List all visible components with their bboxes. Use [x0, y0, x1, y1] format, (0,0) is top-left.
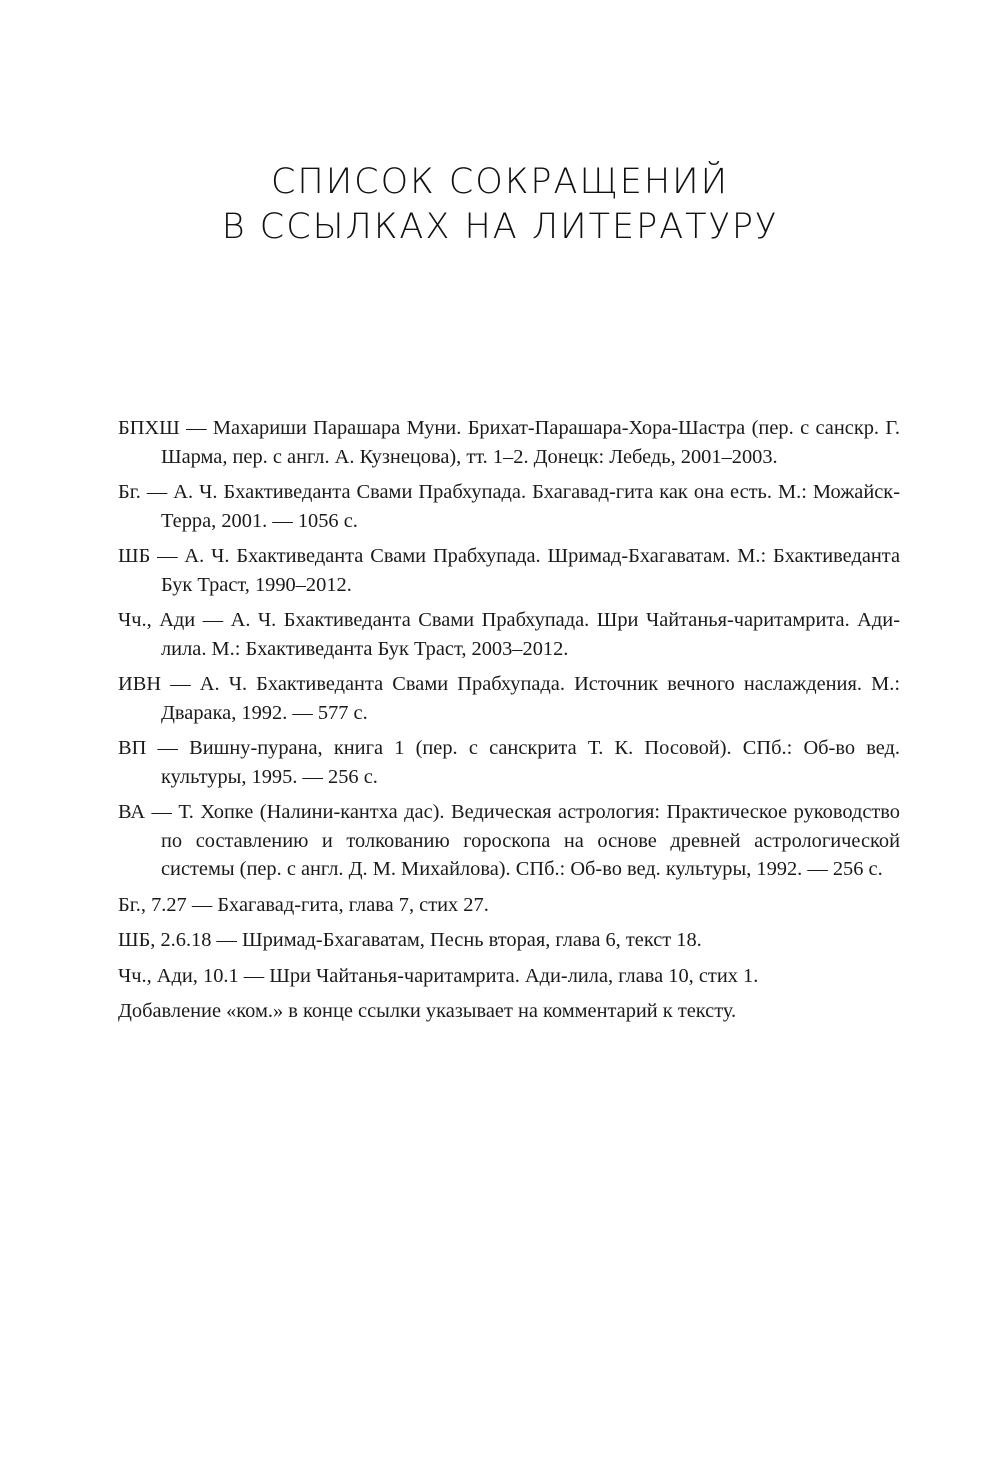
page-title-line-2: В ССЫЛКАХ НА ЛИТЕРАТУРУ: [221, 207, 779, 247]
page-title-line-1: СПИСОК СОКРАЩЕНИЙ: [270, 162, 730, 202]
abbreviation-entry-vp: ВП — Вишну-пурана, книга 1 (пер. с санскрита Т. К. Посовой). СПб.: Об-во вед. культуры, 1995. — 256 с.: [118, 737, 900, 788]
abbreviation-entry-bphsh: БПХШ — Махариши Парашара Муни. Брихат-Парашара-Хора-Шастра (пер. с санскр. Г. Шарма, пер. с англ. А. Кузнецова), тт. 1–2. Донецк: Лебедь, 2001–2003.: [118, 417, 900, 468]
example-entry-bg-verse: Бг., 7.27 — Бхагавад-гита, глава 7, стих 27.: [118, 893, 489, 916]
abbreviation-entry-bg: Бг. — А. Ч. Бхактиведанта Свами Прабхупада. Бхагавад-гита как она есть. М.: Можайск-Терра, 2001. — 1056 с.: [118, 481, 900, 532]
page-title: [0, 160, 1000, 250]
example-entry-shb-text: ШБ, 2.6.18 — Шримад-Бхагаватам, Песнь вторая, глава 6, текст 18.: [118, 929, 702, 951]
abbreviation-list: [118, 414, 900, 1026]
commentary-note: Добавление «ком.» в конце ссылки указывает на комментарий к тексту.: [118, 1000, 737, 1022]
abbreviation-entry-ivn: ИВН — А. Ч. Бхактиведанта Свами Прабхупада. Источник вечного наслаждения. М.: Дварака, 1992. — 577 с.: [118, 673, 900, 724]
abbreviation-entry-chch-adi: Чч., Ади — А. Ч. Бхактиведанта Свами Прабхупада. Шри Чайтанья-чаритамрита. Ади-лила. М.: Бхактиведанта Бук Траст, 2003–2012.: [118, 609, 900, 660]
abbreviation-entry-va: ВА — Т. Хопке (Налини-кантха дас). Ведическая астрология: Практическое руководство по составлению и толкованию гороскопа на основе древней астрологической системы (пер. с англ. Д. М. Михайлова). СПб.: Об-во вед. культуры, 1992. — 256 с.: [118, 801, 900, 880]
example-entry-chch-verse: Чч., Ади, 10.1 — Шри Чайтанья-чаритамрита. Ади-лила, глава 10, стих 1.: [118, 964, 759, 987]
abbreviation-entry-shb: ШБ — А. Ч. Бхактиведанта Свами Прабхупада. Шримад-Бхагаватам. М.: Бхактиведанта Бук Траст, 1990–2012.: [118, 545, 900, 596]
